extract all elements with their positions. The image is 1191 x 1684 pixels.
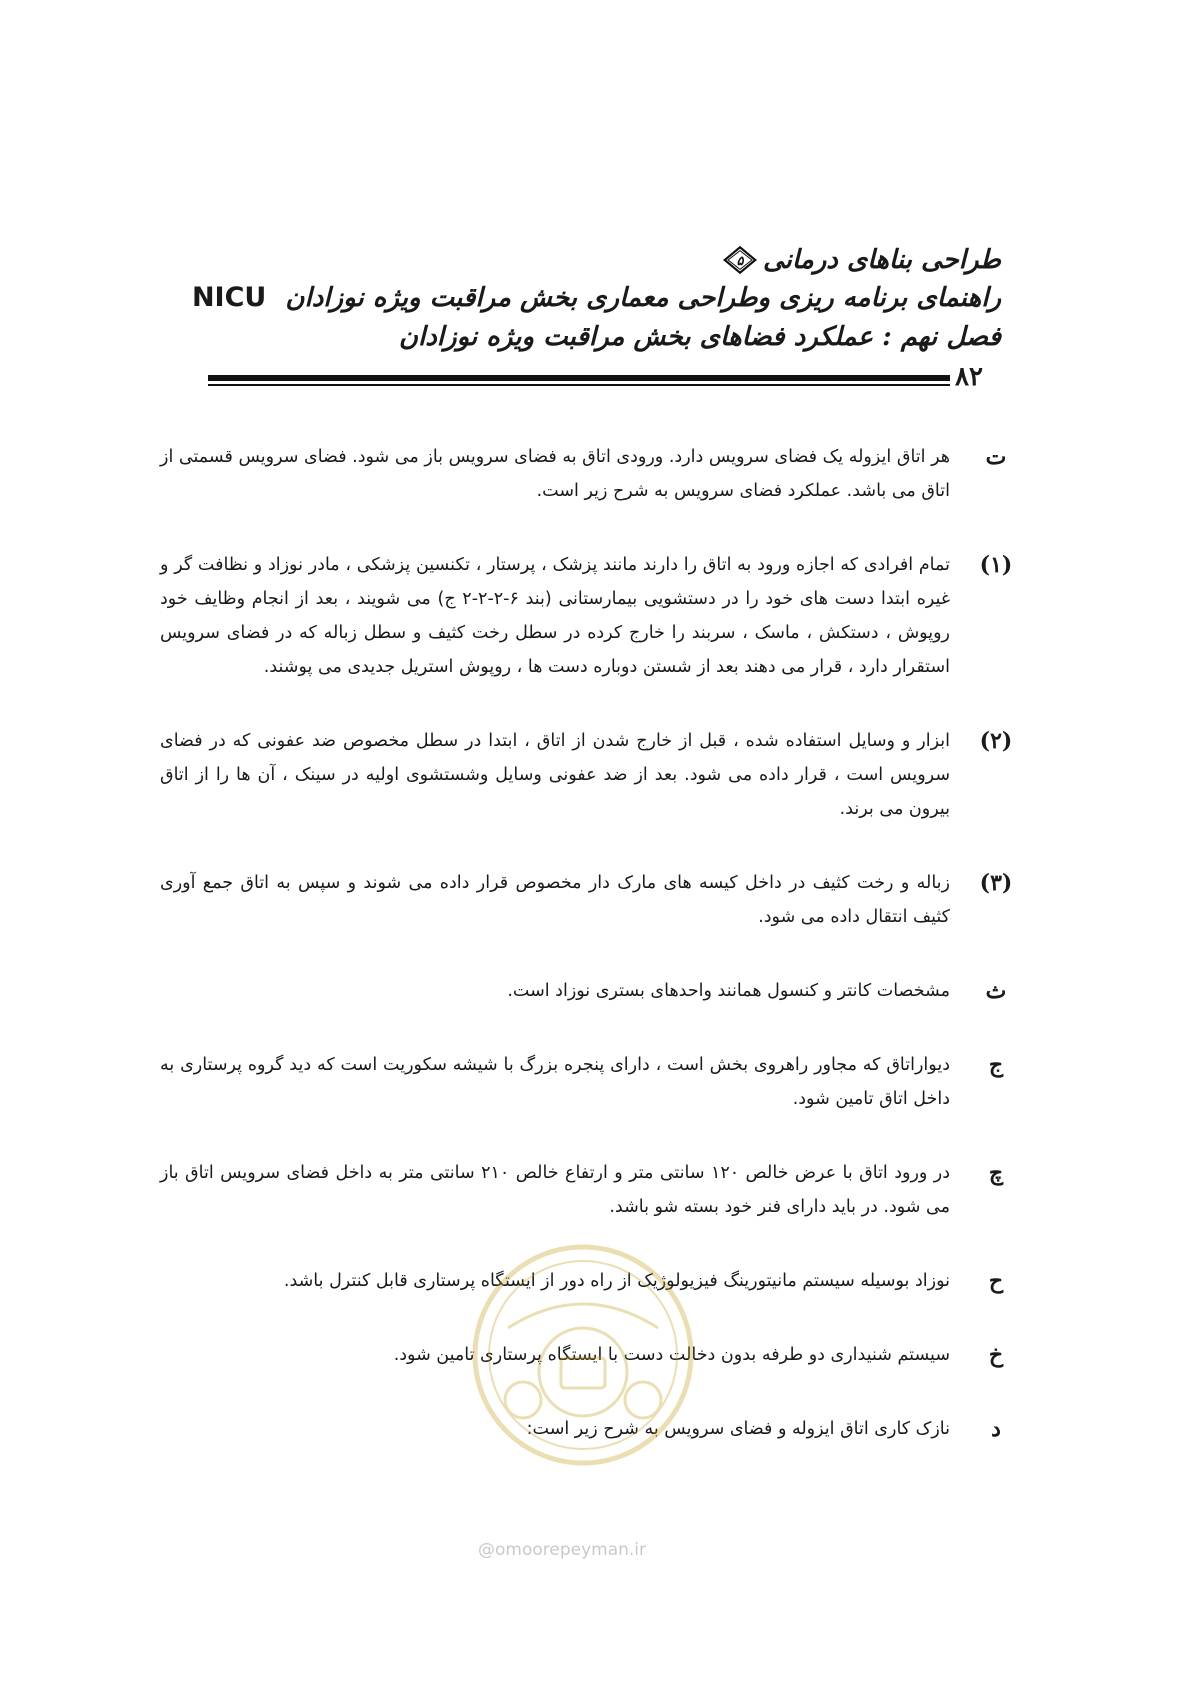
item-marker: خ — [988, 1342, 1004, 1368]
watermark-seal-icon — [468, 1240, 698, 1470]
item-marker: (۳) — [979, 870, 1013, 896]
item-marker: ح — [988, 1268, 1004, 1294]
list-item — [160, 440, 1007, 508]
item-text: دیواراتاق که مجاور راهروی بخش است ، دارای پنجره بزرگ با شیشه سکوریت است که دید گروه پرستاری به داخل اتاق تامین شود. — [160, 1055, 950, 1109]
item-text: هر اتاق ایزوله یک فضای سرویس دارد. ورودی اتاق به فضای سرویس باز می شود. فضای سرویس قسمتی از اتاق می باشد. عملکرد فضای سرویس به شرح زیر است. — [160, 447, 950, 501]
book-title-line — [181, 242, 1001, 278]
page-number: ۸۲ — [955, 362, 983, 392]
item-marker: ث — [985, 978, 1007, 1004]
item-text: ابزار و وسایل استفاده شده ، قبل از خارج شدن از اتاق ، ابتدا در سطل مخصوص ضد عفونی که در فضای سرویس است ، قرار داده می شود. بعد از ضد عفونی وسایل وشستشوی اولیه در سینک ، آن ها را از اتاق بیرون می برند. — [160, 731, 950, 819]
item-text: در ورود اتاق با عرض خالص ۱۲۰ سانتی متر و ارتفاع خالص ۲۱۰ سانتی متر به داخل فضای سرویس اتاق باز می شود. در باید دارای فنر خود بسته شو باشد. — [160, 1163, 950, 1217]
guide-title: راهنمای برنامه ریزی وطراحی معماری بخش مراقبت ویژه نوزادان — [285, 283, 1001, 313]
guide-title-line — [181, 278, 1001, 318]
volume-badge — [723, 243, 757, 277]
chapter-title: فصل نهم : عملکرد فضاهای بخش مراقبت ویژه نوزادان — [398, 322, 1001, 352]
item-text: تمام افرادی که اجازه ورود به اتاق را دارند مانند پزشک ، پرستار ، تکنسین پزشکی ، مادر نوزاد و نظافت گر و غیره ابتدا دست های خود را در دستشویی بیمارستانی (بند ۶-۲-۲-۲ ج) می شویند ، بعد از انجام وظایف خود روپوش ، دستکش ، ماسک ، سربند را خارج کرده در سطل رخت کثیف و سطل زباله که در فضای سرویس استقرار دارد ، قرار می دهند بعد از شستن دوباره دست ها ، روپوش استریل جدیدی می پوشند. — [160, 555, 950, 677]
item-text: نازک کاری اتاق ایزوله و فضای سرویس به شرح زیر است: — [526, 1419, 950, 1439]
item-marker: ت — [985, 444, 1007, 470]
volume-badge-icon — [723, 243, 757, 277]
item-text: زباله و رخت کثیف در داخل کیسه های مارک دار مخصوص قرار داده می شوند و سپس به اتاق جمع آوری کثیف انتقال داده می شود. — [160, 873, 950, 927]
item-marker: چ — [988, 1160, 1004, 1186]
list-item — [160, 724, 1013, 826]
item-marker: (۱) — [979, 552, 1013, 578]
item-text: سیستم شنیداری دو طرفه بدون دخالت دست با ایستگاه پرستاری تامین شود. — [393, 1345, 950, 1365]
page-header — [181, 242, 1001, 356]
guide-title-abbr: NICU — [191, 282, 267, 313]
list-item — [160, 974, 1007, 1008]
header-divider-thick — [208, 375, 950, 381]
watermark-domain: @omoorepeyman.ir — [478, 1540, 647, 1560]
list-item — [160, 1048, 1004, 1116]
volume-number: ۵ — [736, 254, 744, 270]
list-item — [160, 866, 1013, 934]
header-divider-thin — [208, 384, 950, 386]
item-marker: د — [991, 1416, 1001, 1442]
item-text: نوزاد بوسیله سیستم مانیتورینگ فیزیولوژیک از راه دور از ایستگاه پرستاری قابل کنترل باشد. — [283, 1271, 950, 1291]
item-text: مشخصات کانتر و کنسول همانند واحدهای بستری نوزاد است. — [507, 981, 950, 1001]
header-divider — [208, 375, 950, 389]
item-marker: (۲) — [979, 728, 1013, 754]
book-title: طراحی بناهای درمانی — [763, 245, 1001, 275]
item-marker: ج — [988, 1052, 1004, 1078]
list-item — [160, 1156, 1004, 1224]
list-item — [160, 548, 1013, 684]
